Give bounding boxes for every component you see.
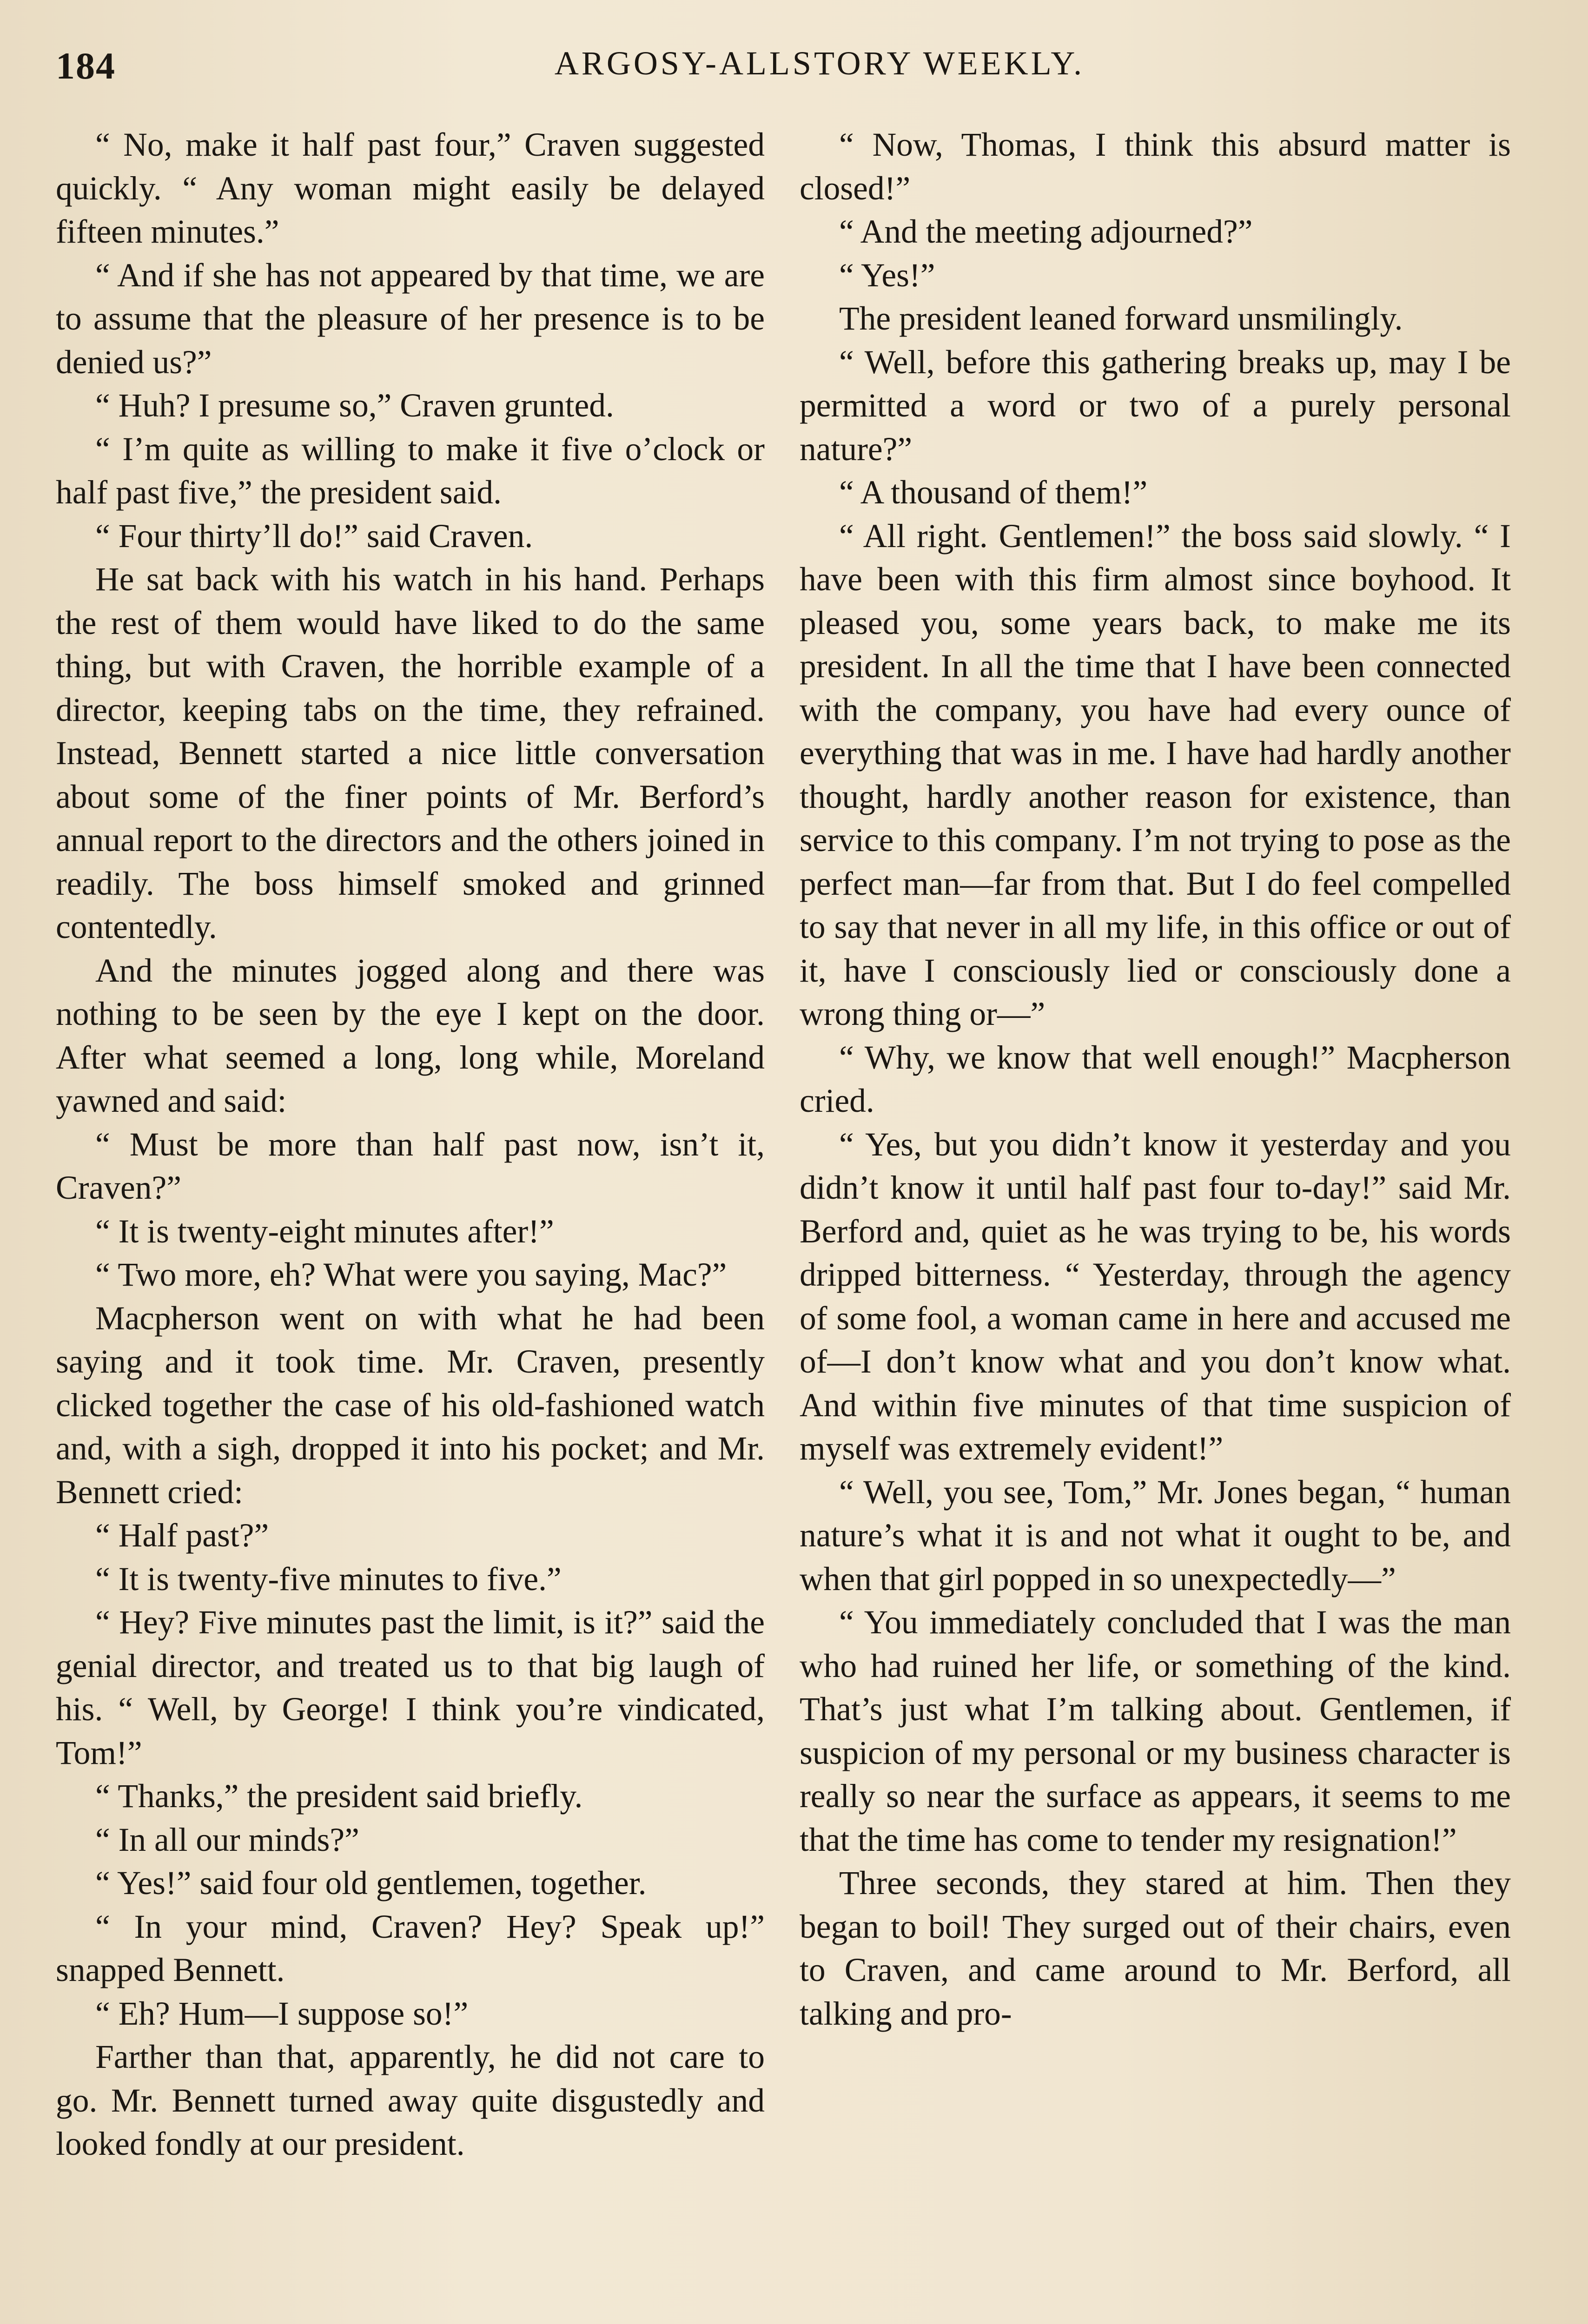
paragraph: “ Why, we know that well enough!” Macpherson cried.	[800, 1039, 1511, 1119]
paragraph: And the minutes jogged along and there was nothing to be seen by the eye I kept on the door. After what seemed a long, long while, Moreland yawned and said:	[56, 952, 765, 1119]
paragraph: “ Eh? Hum—I suppose so!”	[95, 1995, 469, 2032]
paragraph: “ No, make it half past four,” Craven suggested quickly. “ Any woman might easily be delayed fifteen minutes.”	[56, 126, 765, 250]
paragraph: “ Well, you see, Tom,” Mr. Jones began, “ human nature’s what it is and not what it ought to be, and when that girl popped in so unexpectedly—”	[800, 1473, 1511, 1598]
paragraph: “ You immediately concluded that I was the man who had ruined her life, or something of the kind. That’s just what I’m talking about. Gentlemen, if suspicion of my personal or my business character is really so near the surface as appears, it seems to me that the time has come to tender my resignation!”	[800, 1604, 1511, 1858]
left-column	[56, 123, 765, 2166]
paragraph: Three seconds, they stared at him. Then they began to boil! They surged out of their chairs, even to Craven, and came around to Mr. Berford, all talking and pro-	[800, 1865, 1511, 2032]
paragraph: “ And if she has not appeared by that time, we are to assume that the pleasure of her presence is to be denied us?”	[56, 257, 765, 381]
running-title: ARGOSY-ALLSTORY WEEKLY.	[554, 45, 1085, 82]
paragraph: “ Yes!”	[839, 257, 935, 294]
paragraph: “ Two more, eh? What were you saying, Mac?”	[95, 1256, 727, 1293]
page-number: 184	[56, 45, 116, 87]
paragraph: “ In all our minds?”	[95, 1821, 359, 1858]
paragraph: Macpherson went on with what he had been saying and it took time. Mr. Craven, presently clicked together the case of his old-fashioned watch and, with a sigh, dropped it into his pocket; and Mr. Bennett cried:	[56, 1300, 765, 1511]
paragraph: “ Four thirty’ll do!” said Craven.	[95, 517, 533, 555]
paragraph: He sat back with his watch in his hand. Perhaps the rest of them would have liked to do the same thing, but with Craven, the horrible example of a director, keeping tabs on the time, they refrained. Instead, Bennett started a nice little conversation about some of the finer points of Mr. Berford’s annual report to the directors and the others joined in readily. The boss himself smoked and grinned contentedly.	[56, 561, 765, 945]
paragraph: “ Huh? I presume so,” Craven grunted.	[95, 387, 614, 424]
page-header	[56, 44, 1518, 105]
paragraph: “ A thousand of them!”	[839, 474, 1148, 511]
paragraph: “ Now, Thomas, I think this absurd matter is closed!”	[800, 126, 1511, 207]
paragraph: “ It is twenty-eight minutes after!”	[95, 1213, 554, 1250]
paragraph: “ It is twenty-five minutes to five.”	[95, 1560, 562, 1598]
paragraph: “ In your mind, Craven? Hey? Speak up!” snapped Bennett.	[56, 1908, 765, 1988]
paragraph: “ I’m quite as willing to make it five o’clock or half past five,” the president said.	[56, 430, 765, 511]
paragraph: “ Hey? Five minutes past the limit, is it?” said the genial director, and treated us to that big laugh of his. “ Well, by George! I think you’re vindicated, Tom!”	[56, 1604, 765, 1771]
paragraph: “ Well, before this gathering breaks up, may I be permitted a word or two of a purely personal nature?”	[800, 343, 1511, 468]
paragraph: “ Half past?”	[95, 1517, 269, 1554]
paragraph: “ Must be more than half past now, isn’t it, Craven?”	[56, 1126, 765, 1206]
paragraph: “ Yes!” said four old gentlemen, together.	[95, 1865, 647, 1901]
paragraph: “ All right. Gentlemen!” the boss said slowly. “ I have been with this firm almost since boyhood. It pleased you, some years back, to make me its president. In all the time that I have been connected with the company, you have had every ounce of everything that was in me. I have had hardly another thought, hardly another reason for existence, than service to this company. I’m not trying to pose as the perfect man—far from that. But I do feel compelled to say that never in all my life, in this office or out of it, have I consciously lied or consciously done a wrong thing or—”	[800, 517, 1511, 1032]
paragraph: “ And the meeting adjourned?”	[839, 213, 1253, 250]
right-column	[800, 123, 1511, 2035]
paragraph: “ Yes, but you didn’t know it yesterday and you didn’t know it until half past four to-day!” said Mr. Berford and, quiet as he was trying to be, his words dripped bitterness. “ Yesterday, through the agency of some fool, a woman came in here and accused me of—I don’t know what and you don’t know what. And within five minutes of that time suspicion of myself was extremely evident!”	[800, 1126, 1511, 1467]
paragraph: Farther than that, apparently, he did not care to go. Mr. Bennett turned away quite disgustedly and looked fondly at our president.	[56, 2039, 765, 2162]
paragraph: “ Thanks,” the president said briefly.	[95, 1778, 583, 1815]
paragraph: The president leaned forward unsmilingly.	[839, 300, 1403, 337]
